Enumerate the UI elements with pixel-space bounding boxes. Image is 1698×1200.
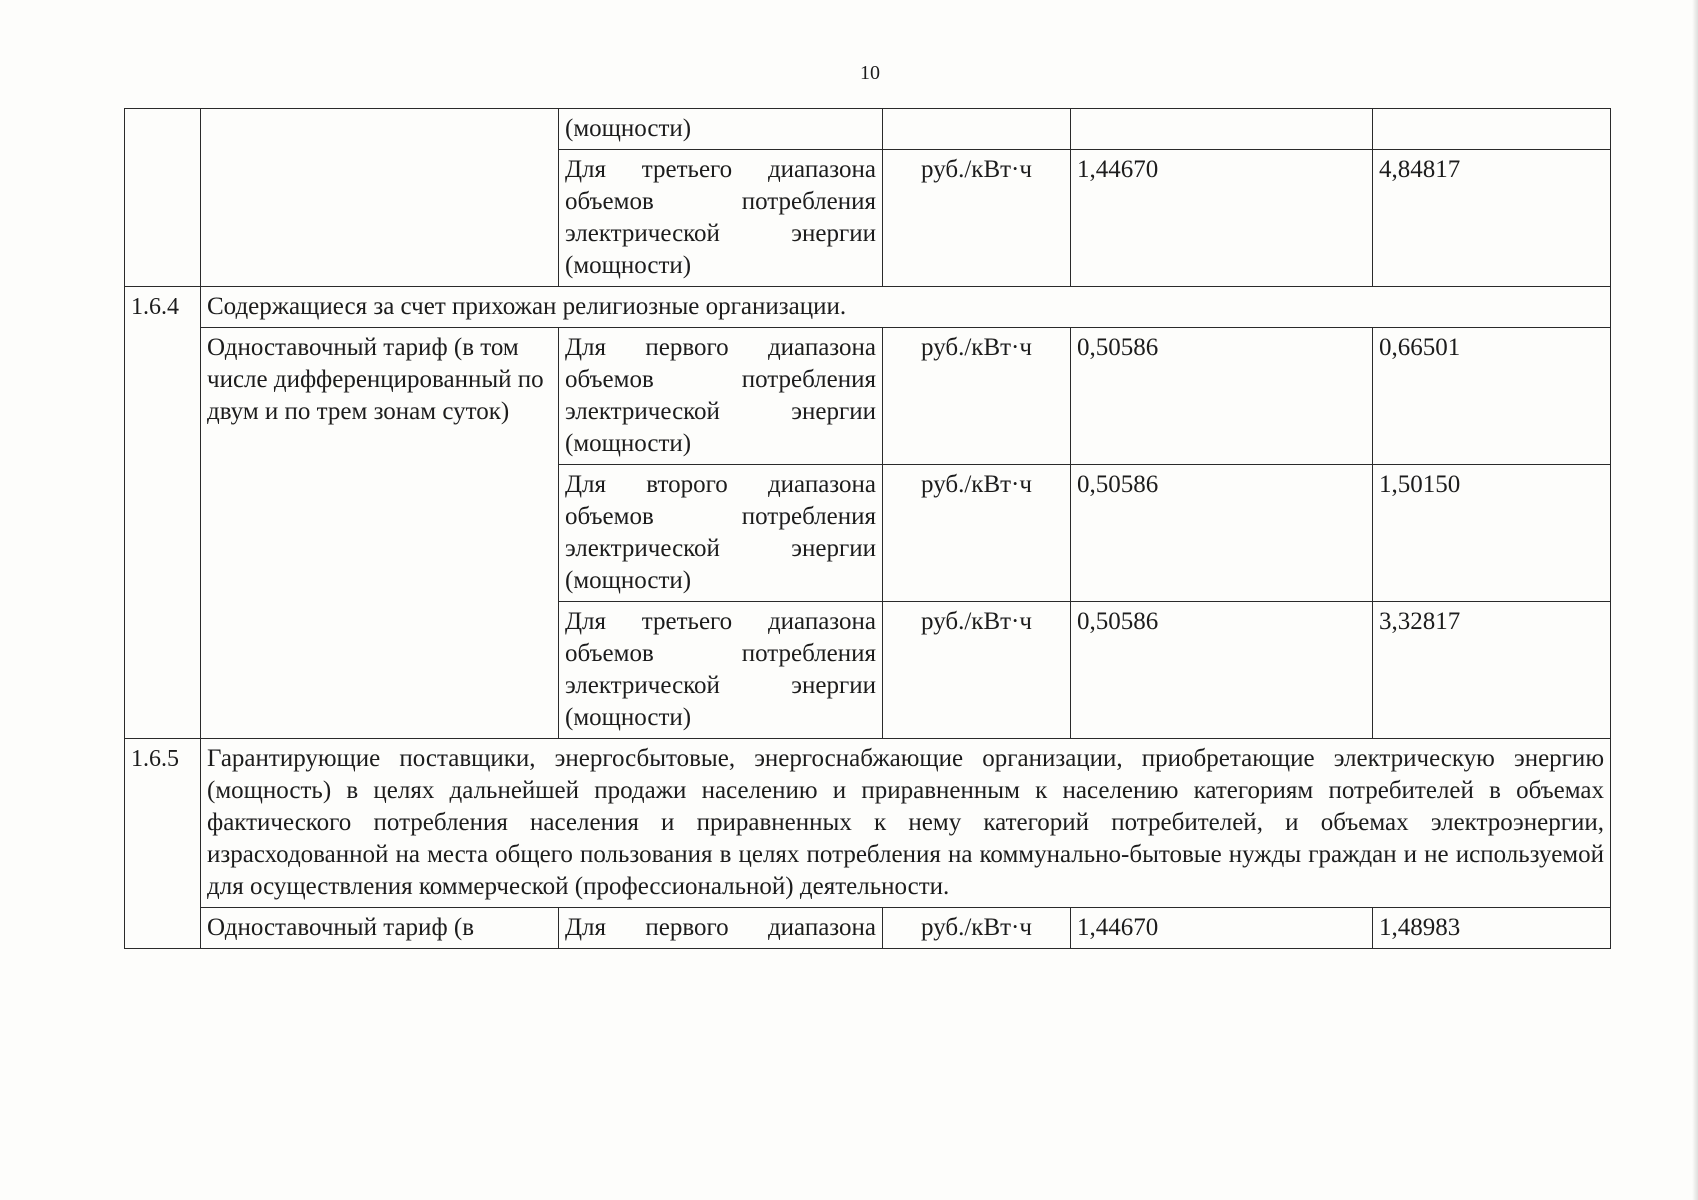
value1-cell: 0,50586 (1071, 328, 1373, 465)
value2-cell: 4,84817 (1373, 150, 1611, 287)
value1-cell: 1,44670 (1071, 150, 1373, 287)
table-row (125, 908, 1611, 949)
range-cell: Для первого диапазона (559, 908, 883, 949)
tariff-type-cell: Одноставочный тариф (в том числе дифференцированный по двум и по трем зонам суток) (201, 328, 559, 739)
value2-cell: 1,48983 (1373, 908, 1611, 949)
unit-cell: руб./кВт·ч (883, 150, 1071, 287)
value2-cell (1373, 109, 1611, 150)
value2-cell: 1,50150 (1373, 465, 1611, 602)
group-number: 1.6.4 (125, 287, 201, 739)
value1-cell (1071, 109, 1373, 150)
range-cell: Для второго диапазона объемов потребления электрической энергии (мощности) (559, 465, 883, 602)
tariff-type-cell: Одноставочный тариф (в (201, 908, 559, 949)
unit-cell (883, 109, 1071, 150)
number-cell-empty (125, 109, 201, 287)
tariff-type-cell-empty (201, 109, 559, 287)
range-cell: Для первого диапазона объемов потребления электрической энергии (мощности) (559, 328, 883, 465)
table-row (125, 109, 1611, 150)
value1-cell: 1,44670 (1071, 908, 1373, 949)
group-header-row (125, 739, 1611, 908)
range-cell: Для третьего диапазона объемов потребления электрической энергии (мощности) (559, 150, 883, 287)
page-number: 10 (860, 62, 880, 84)
value1-cell: 0,50586 (1071, 602, 1373, 739)
table-row (125, 328, 1611, 465)
tariff-table (124, 108, 1611, 949)
unit-cell: руб./кВт·ч (883, 465, 1071, 602)
unit-cell: руб./кВт·ч (883, 908, 1071, 949)
scan-edge-shadow (1692, 0, 1698, 1200)
group-number: 1.6.5 (125, 739, 201, 949)
range-cell: Для третьего диапазона объемов потребления электрической энергии (мощности) (559, 602, 883, 739)
value2-cell: 3,32817 (1373, 602, 1611, 739)
range-cell: (мощности) (559, 109, 883, 150)
group-title: Гарантирующие поставщики, энергосбытовые, энергоснабжающие организации, приобретающие электрическую энергию (мощность) в целях дальнейшей продажи населению и приравненным к населению категориям потребителей в объемах фактического потребления населения и приравненных к нему категорий потребителей, и объемах электроэнергии, израсходованной на места общего пользования в целях потребления на коммунально-бытовые нужды граждан и не используемой для осуществления коммерческой (профессиональной) деятельности. (201, 739, 1611, 908)
group-header-row (125, 287, 1611, 328)
unit-cell: руб./кВт·ч (883, 602, 1071, 739)
group-title: Содержащиеся за счет прихожан религиозные организации. (201, 287, 1611, 328)
value1-cell: 0,50586 (1071, 465, 1373, 602)
unit-cell: руб./кВт·ч (883, 328, 1071, 465)
value2-cell: 0,66501 (1373, 328, 1611, 465)
